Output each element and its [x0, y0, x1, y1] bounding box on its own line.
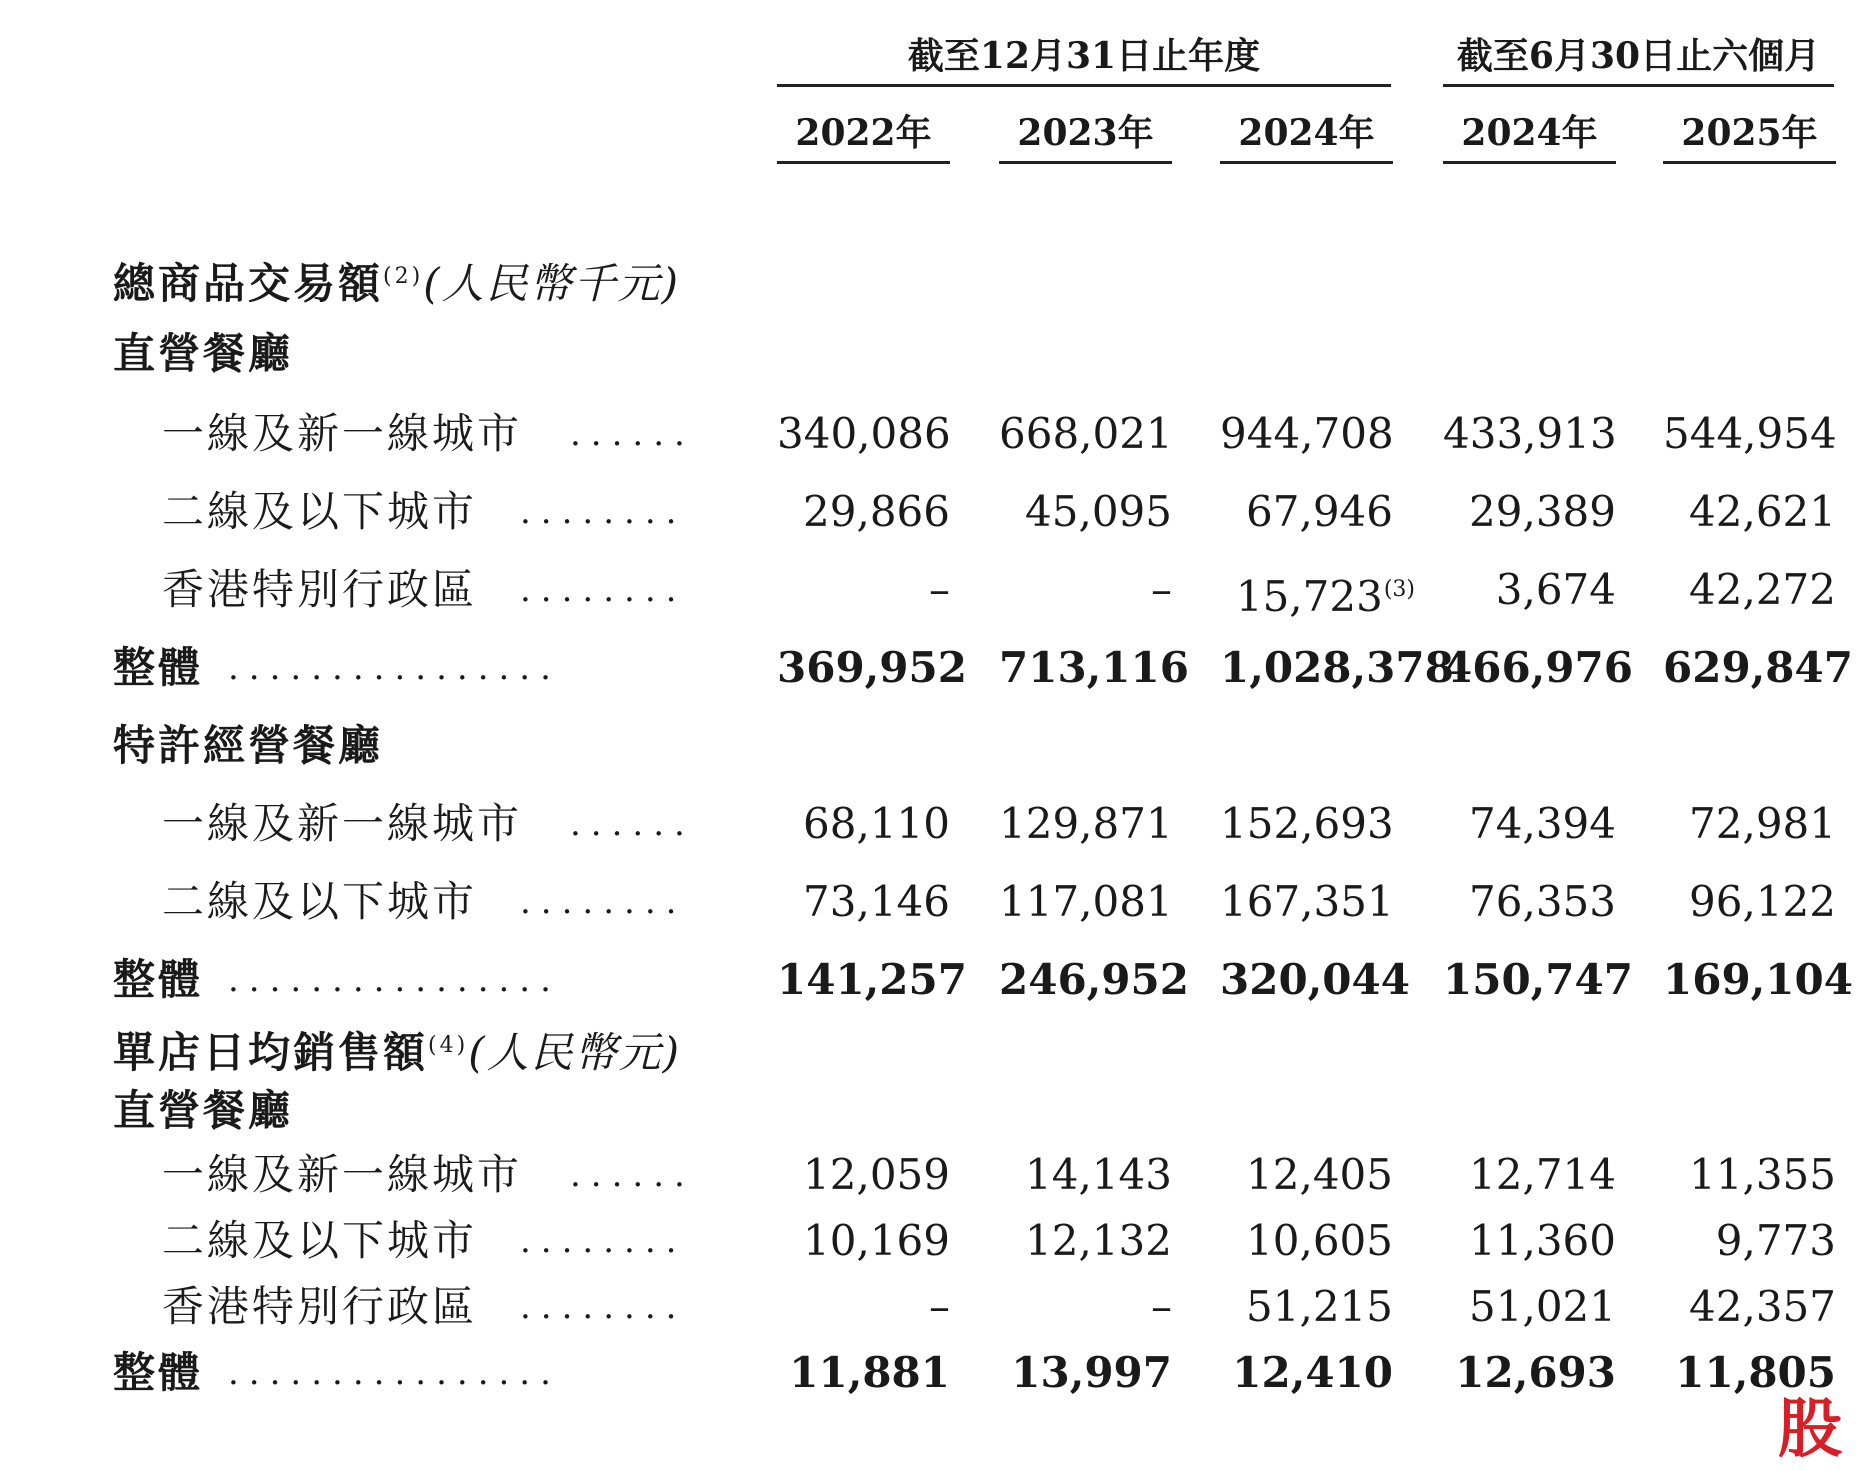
- value-cell: [1663, 794, 1836, 854]
- cell-value: 45,095: [1025, 487, 1172, 536]
- value-cell: [1443, 1211, 1616, 1271]
- cell-value: 42,357: [1689, 1282, 1836, 1331]
- cell-value: 67,946: [1246, 487, 1393, 536]
- gmv-title: 總商品交易額: [113, 259, 384, 308]
- value-cell: [1663, 560, 1836, 620]
- total-label: 整體: [113, 643, 204, 692]
- value-cell: [1443, 1145, 1616, 1205]
- adsps-heading-row: [0, 1016, 1873, 1076]
- value-cell: [999, 1145, 1172, 1205]
- cell-value: –: [929, 565, 950, 614]
- cell-value: 73,146: [803, 877, 950, 926]
- cell-value: 11,881: [789, 1348, 950, 1397]
- value-cell: [999, 1277, 1172, 1337]
- value-cell: [1220, 1211, 1393, 1271]
- row-label: 二線及以下城市: [162, 877, 478, 926]
- cell-value: 544,954: [1663, 409, 1837, 458]
- cell-value: 129,871: [999, 799, 1173, 848]
- value-cell: [999, 560, 1172, 620]
- dot-leader: ......: [570, 804, 695, 844]
- cell-value: 944,708: [1220, 409, 1394, 458]
- cell-value: 11,805: [1675, 1348, 1836, 1397]
- table-row: [0, 404, 1873, 464]
- cell-value: 11,360: [1469, 1216, 1616, 1265]
- value-cell: [1663, 1145, 1836, 1205]
- header-half-2024: 2024年: [1443, 105, 1616, 164]
- cell-value: 74,394: [1469, 799, 1616, 848]
- cell-value: 12,132: [1025, 1216, 1172, 1265]
- adsps-unit: (人民幣元): [468, 1028, 681, 1077]
- table-row: [0, 1145, 1873, 1205]
- table-row: [0, 1277, 1873, 1337]
- cell-value: 13,997: [1011, 1348, 1172, 1397]
- value-cell: [777, 872, 950, 932]
- cell-value: 76,353: [1469, 877, 1616, 926]
- value-cell: [1220, 1277, 1393, 1337]
- value-cell: [1663, 404, 1836, 464]
- adsps-direct-heading-row: [0, 1081, 1873, 1141]
- total-row: [0, 950, 1873, 1010]
- cell-value: –: [1151, 565, 1172, 614]
- cell-value: 10,169: [803, 1216, 950, 1265]
- value-cell: [1443, 794, 1616, 854]
- row-label: 一線及新一線城市: [162, 799, 523, 848]
- dot-leader: ................: [228, 1353, 561, 1393]
- total-label: 整體: [113, 1348, 204, 1397]
- value-cell: [999, 404, 1172, 464]
- value-cell: [1663, 482, 1836, 542]
- cell-value: 51,215: [1246, 1282, 1393, 1331]
- cell-value: 29,866: [803, 487, 950, 536]
- table-row: [0, 1211, 1873, 1271]
- gmv-franchise-heading-row: [0, 716, 1873, 776]
- cell-value: 68,110: [803, 799, 950, 848]
- cell-value: 117,081: [999, 877, 1173, 926]
- header-group-half: 截至6月30日止六個月: [1443, 28, 1834, 87]
- value-cell: [777, 950, 967, 1010]
- value-cell: [1443, 950, 1633, 1010]
- row-label: 一線及新一線城市: [162, 409, 523, 458]
- total-row: [0, 638, 1873, 698]
- value-cell: [1663, 1277, 1836, 1337]
- value-cell: [1663, 950, 1853, 1010]
- value-cell: [777, 1211, 950, 1271]
- cell-value: 12,405: [1246, 1150, 1393, 1199]
- cell-value: 29,389: [1469, 487, 1616, 536]
- gmv-heading: [113, 247, 680, 307]
- value-cell: [1663, 872, 1836, 932]
- value-cell: [777, 638, 967, 698]
- cell-value: 11,355: [1689, 1150, 1836, 1199]
- cell-value: 12,059: [803, 1150, 950, 1199]
- value-cell: [1220, 482, 1393, 542]
- cell-value: 169,104: [1663, 955, 1853, 1004]
- value-cell: [1443, 638, 1633, 698]
- cell-value: 167,351: [1220, 877, 1394, 926]
- row-label: 二線及以下城市: [162, 1216, 478, 1265]
- value-cell: [777, 1145, 950, 1205]
- cell-value: 141,257: [777, 955, 967, 1004]
- dot-leader: ........: [520, 882, 687, 922]
- value-cell: [1443, 1277, 1616, 1337]
- dot-leader: ........: [520, 1221, 687, 1261]
- value-cell: [1220, 560, 1415, 620]
- cell-value: 466,976: [1443, 643, 1633, 692]
- value-cell: [777, 560, 950, 620]
- header-group-year: 截至12月31日止年度: [777, 28, 1391, 87]
- dot-leader: ........: [520, 570, 687, 610]
- cell-value: 152,693: [1220, 799, 1394, 848]
- value-cell: [777, 794, 950, 854]
- table-row: [0, 560, 1873, 620]
- cell-value: 51,021: [1469, 1282, 1616, 1331]
- cell-value: 369,952: [777, 643, 967, 692]
- table-row: [0, 482, 1873, 542]
- cell-value: 9,773: [1715, 1216, 1836, 1265]
- cell-value: –: [929, 1282, 950, 1331]
- adsps-heading: [113, 1016, 681, 1076]
- header-half-2025: 2025年: [1663, 105, 1836, 164]
- value-cell: [999, 1343, 1172, 1403]
- gmv-direct-heading: 直營餐廳: [113, 329, 294, 378]
- dot-leader: ......: [570, 414, 695, 454]
- value-cell: [1220, 404, 1393, 464]
- cell-value: 668,021: [999, 409, 1173, 458]
- dot-leader: ........: [520, 1287, 687, 1327]
- value-cell: [1443, 404, 1616, 464]
- cell-footnote: (3): [1383, 577, 1415, 602]
- cell-value: 150,747: [1443, 955, 1633, 1004]
- cell-value: 72,981: [1689, 799, 1836, 848]
- total-label: 整體: [113, 955, 204, 1004]
- value-cell: [999, 872, 1172, 932]
- dot-leader: ................: [228, 960, 561, 1000]
- gmv-footnote: (2): [383, 264, 424, 289]
- value-cell: [1220, 1145, 1393, 1205]
- header-year-2022: 2022年: [777, 105, 950, 164]
- adsps-footnote: (4): [428, 1033, 469, 1058]
- cell-value: 96,122: [1689, 877, 1836, 926]
- cell-value: 320,044: [1220, 955, 1410, 1004]
- value-cell: [1220, 1343, 1393, 1403]
- watermark-logo: 股: [1778, 1393, 1842, 1467]
- value-cell: [777, 404, 950, 464]
- value-cell: [999, 950, 1189, 1010]
- value-cell: [999, 794, 1172, 854]
- value-cell: [1663, 1211, 1836, 1271]
- value-cell: [999, 482, 1172, 542]
- cell-value: 340,086: [777, 409, 951, 458]
- cell-value: –: [1151, 1282, 1172, 1331]
- value-cell: [1443, 1343, 1616, 1403]
- adsps-title: 單店日均銷售額: [113, 1028, 429, 1077]
- value-cell: [1663, 638, 1853, 698]
- cell-value: 15,723: [1235, 572, 1383, 621]
- value-cell: [777, 1277, 950, 1337]
- value-cell: [777, 482, 950, 542]
- row-label: 香港特別行政區: [162, 565, 478, 614]
- cell-value: 10,605: [1246, 1216, 1393, 1265]
- cell-value: 3,674: [1495, 565, 1616, 614]
- value-cell: [1443, 872, 1616, 932]
- cell-value: 12,410: [1232, 1348, 1393, 1397]
- gmv-direct-heading-row: [0, 324, 1873, 384]
- value-cell: [999, 1211, 1172, 1271]
- adsps-direct-heading: 直營餐廳: [113, 1086, 294, 1135]
- cell-value: 14,143: [1025, 1150, 1172, 1199]
- row-label: 一線及新一線城市: [162, 1150, 523, 1199]
- cell-value: 1,028,378: [1220, 643, 1454, 692]
- cell-value: 42,272: [1689, 565, 1836, 614]
- header-year-2024: 2024年: [1220, 105, 1393, 164]
- gmv-franchise-heading: 特許經營餐廳: [113, 721, 384, 770]
- row-label: 二線及以下城市: [162, 487, 478, 536]
- value-cell: [1220, 950, 1410, 1010]
- value-cell: [1220, 872, 1393, 932]
- value-cell: [1220, 638, 1454, 698]
- dot-leader: ......: [570, 1155, 695, 1195]
- row-label: 香港特別行政區: [162, 1282, 478, 1331]
- value-cell: [777, 1343, 950, 1403]
- cell-value: 629,847: [1663, 643, 1853, 692]
- gmv-unit: (人民幣千元): [423, 259, 680, 308]
- dot-leader: ........: [520, 492, 687, 532]
- cell-value: 12,714: [1469, 1150, 1616, 1199]
- table-row: [0, 872, 1873, 932]
- dot-leader: ................: [228, 648, 561, 688]
- gmv-heading-row: [0, 247, 1873, 307]
- value-cell: [999, 638, 1189, 698]
- value-cell: [1443, 482, 1616, 542]
- cell-value: 12,693: [1455, 1348, 1616, 1397]
- cell-value: 433,913: [1443, 409, 1617, 458]
- cell-value: 713,116: [999, 643, 1189, 692]
- header-year-2023: 2023年: [999, 105, 1172, 164]
- cell-value: 246,952: [999, 955, 1189, 1004]
- total-row: [0, 1343, 1873, 1403]
- cell-value: 42,621: [1689, 487, 1836, 536]
- value-cell: [1443, 560, 1616, 620]
- table-row: [0, 794, 1873, 854]
- value-cell: [1220, 794, 1393, 854]
